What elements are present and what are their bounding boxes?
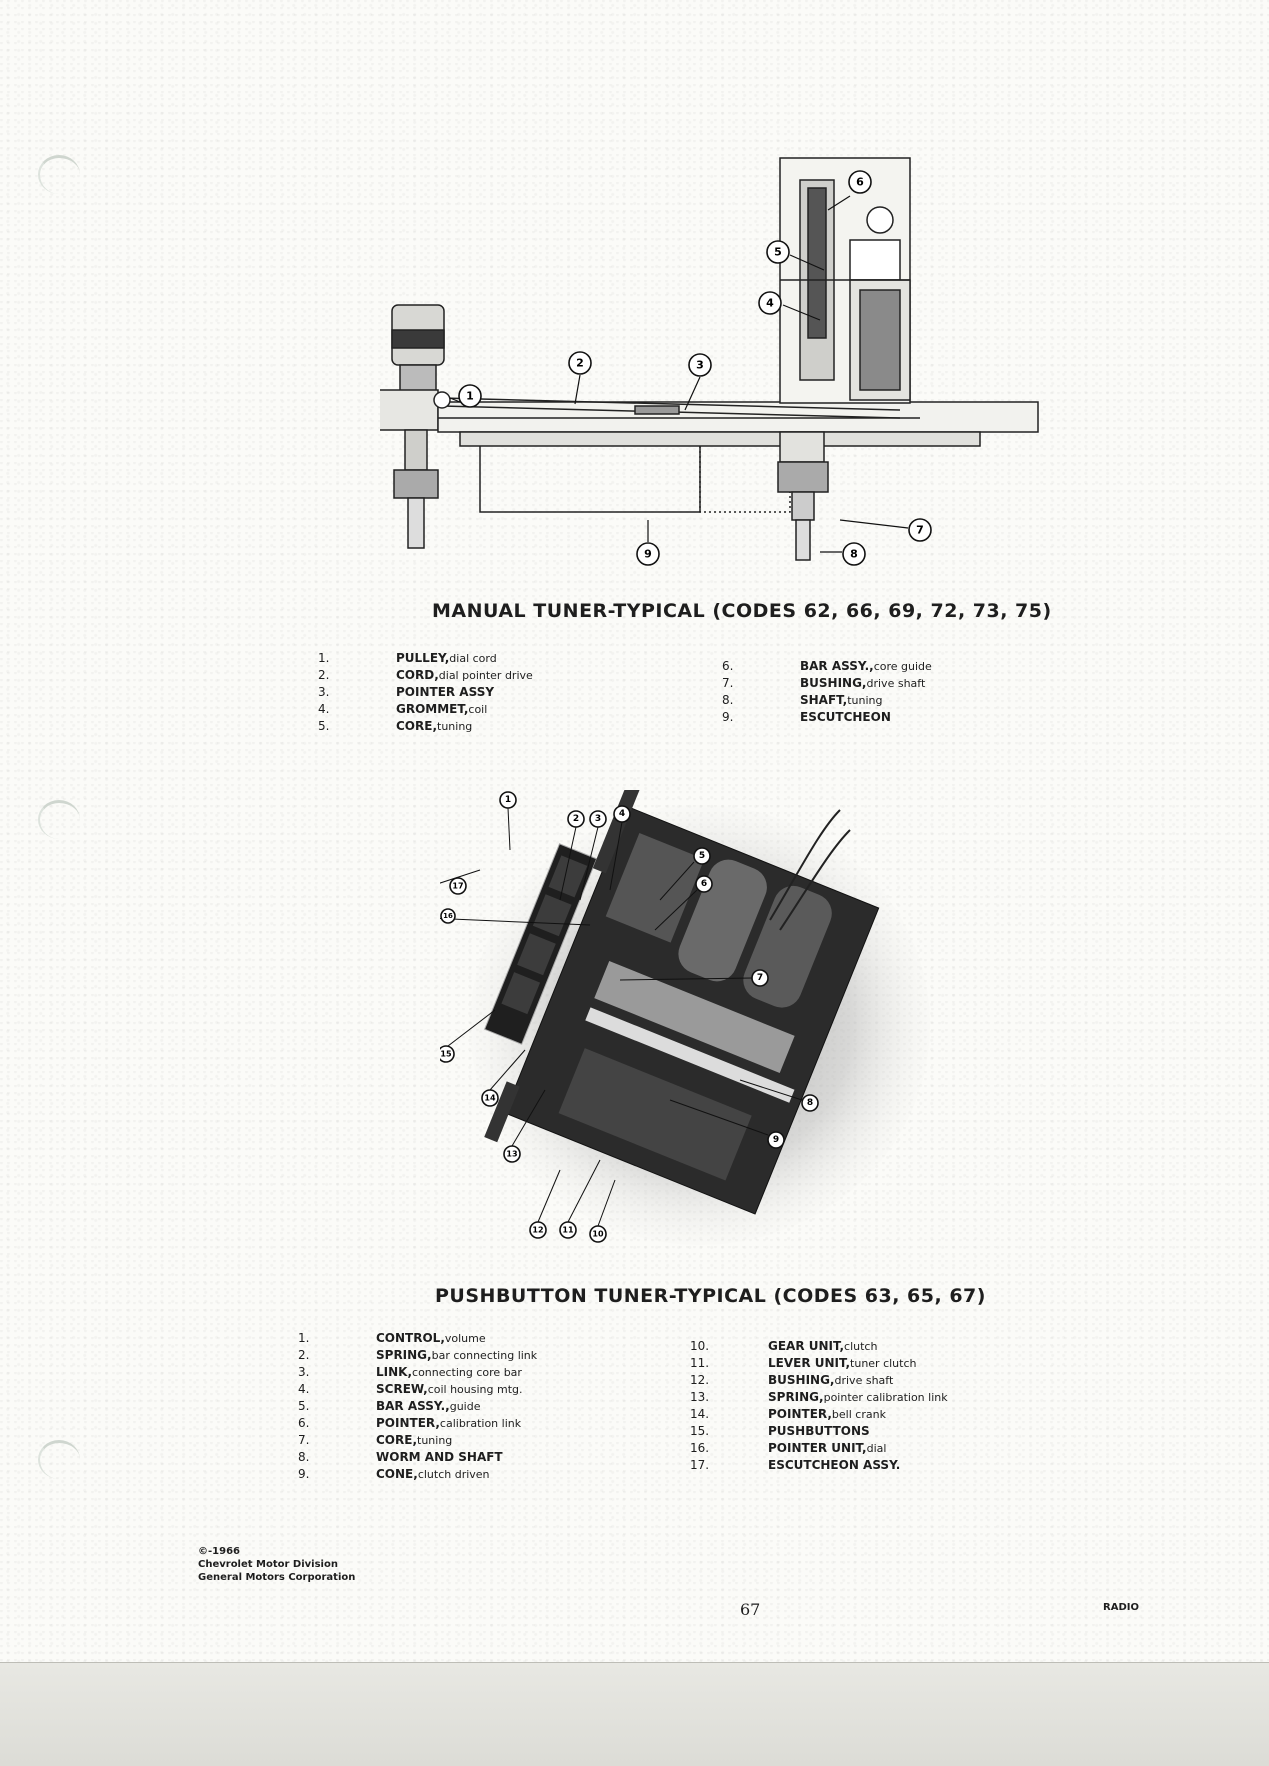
callout-pushbutton-6: 6 — [700, 879, 708, 889]
callout-pushbutton-5: 5 — [698, 851, 706, 861]
callout-pushbutton-4: 4 — [618, 809, 626, 819]
callout-pushbutton-15: 15 — [440, 1049, 452, 1059]
manual-tuner-illustration — [380, 140, 1060, 580]
callout-pushbutton-12: 12 — [532, 1225, 544, 1235]
manual-tuner-title: MANUAL TUNER-TYPICAL (CODES 62, 66, 69, 72, 73, 75) — [432, 600, 1052, 622]
pushbutton-parts-right — [690, 1338, 948, 1474]
copyright-block — [198, 1545, 355, 1584]
punch-hole-top — [38, 155, 80, 194]
callout-manual-7: 7 — [916, 523, 924, 537]
callout-pushbutton-13: 13 — [506, 1149, 518, 1159]
parts-row: 1. PULLEY, dial cord — [318, 651, 497, 665]
callout-pushbutton-10: 10 — [592, 1229, 604, 1239]
parts-row: 3. POINTER ASSY — [318, 685, 495, 699]
callout-manual-5: 5 — [774, 245, 782, 259]
punch-hole-middle — [38, 800, 80, 839]
parts-row: 1. CONTROL, volume — [298, 1331, 486, 1345]
callout-manual-1: 1 — [466, 389, 474, 403]
parts-row: 17. ESCUTCHEON ASSY. — [690, 1458, 901, 1472]
parts-row: 5. BAR ASSY., guide — [298, 1399, 481, 1413]
callout-pushbutton-3: 3 — [594, 814, 602, 824]
parts-row: 15. PUSHBUTTONS — [690, 1424, 870, 1438]
parts-row: 4. GROMMET, coil — [318, 702, 488, 716]
parts-row: 8. SHAFT, tuning — [722, 693, 883, 707]
manual-parts-right — [722, 658, 932, 726]
callout-pushbutton-16: 16 — [443, 912, 453, 920]
callout-manual-9: 9 — [644, 547, 652, 561]
callout-pushbutton-8: 8 — [806, 1098, 814, 1108]
callout-manual-6: 6 — [856, 175, 864, 189]
scan-bottom-edge — [0, 1662, 1269, 1766]
callout-manual-8: 8 — [850, 547, 858, 561]
pushbutton-parts-left — [298, 1330, 537, 1483]
parts-row: 12. BUSHING, drive shaft — [690, 1373, 894, 1387]
parts-row: 2. CORD, dial pointer drive — [318, 668, 533, 682]
callout-pushbutton-11: 11 — [562, 1225, 574, 1235]
punch-hole-bottom — [38, 1440, 80, 1479]
parts-row: 9. CONE, clutch driven — [298, 1467, 490, 1481]
parts-row: 14. POINTER, bell crank — [690, 1407, 886, 1421]
parts-row: 7. CORE, tuning — [298, 1433, 453, 1447]
page-number: 67 — [740, 1600, 761, 1619]
parts-row: 10. GEAR UNIT, clutch — [690, 1339, 878, 1353]
callout-pushbutton-2: 2 — [572, 814, 580, 824]
parts-row: 9. ESCUTCHEON — [722, 710, 891, 724]
callout-manual-2: 2 — [576, 356, 584, 370]
parts-row: 4. SCREW, coil housing mtg. — [298, 1382, 523, 1396]
pushbutton-callouts-left — [440, 870, 520, 930]
callout-pushbutton-17: 17 — [452, 881, 464, 891]
pushbutton-tuner-illustration — [440, 790, 940, 1260]
parts-row: 3. LINK, connecting core bar — [298, 1365, 522, 1379]
callout-pushbutton-9: 9 — [772, 1135, 780, 1145]
parts-row: 8. WORM AND SHAFT — [298, 1450, 503, 1464]
parts-row: 11. LEVER UNIT, tuner clutch — [690, 1356, 917, 1370]
section-label: RADIO — [1103, 1602, 1139, 1613]
parts-row: 2. SPRING, bar connecting link — [298, 1348, 538, 1362]
parts-row: 6. BAR ASSY., core guide — [722, 659, 932, 673]
parts-row: 5. CORE, tuning — [318, 719, 473, 733]
copyright-division: Chevrolet Motor Division — [198, 1559, 338, 1570]
callout-manual-3: 3 — [696, 358, 704, 372]
manual-parts-left — [318, 650, 533, 735]
parts-row: 7. BUSHING, drive shaft — [722, 676, 926, 690]
parts-row: 16. POINTER UNIT, dial — [690, 1441, 887, 1455]
callout-pushbutton-1: 1 — [504, 795, 512, 805]
callout-pushbutton-14: 14 — [484, 1093, 496, 1103]
pushbutton-tuner-title: PUSHBUTTON TUNER-TYPICAL (CODES 63, 65, 67) — [435, 1285, 986, 1307]
copyright-corporation: General Motors Corporation — [198, 1572, 356, 1583]
parts-row: 6. POINTER, calibration link — [298, 1416, 522, 1430]
parts-row: 13. SPRING, pointer calibration link — [690, 1390, 948, 1404]
copyright-year: ©-1966 — [198, 1546, 240, 1557]
callout-pushbutton-7: 7 — [756, 973, 764, 983]
callout-manual-4: 4 — [766, 296, 774, 310]
